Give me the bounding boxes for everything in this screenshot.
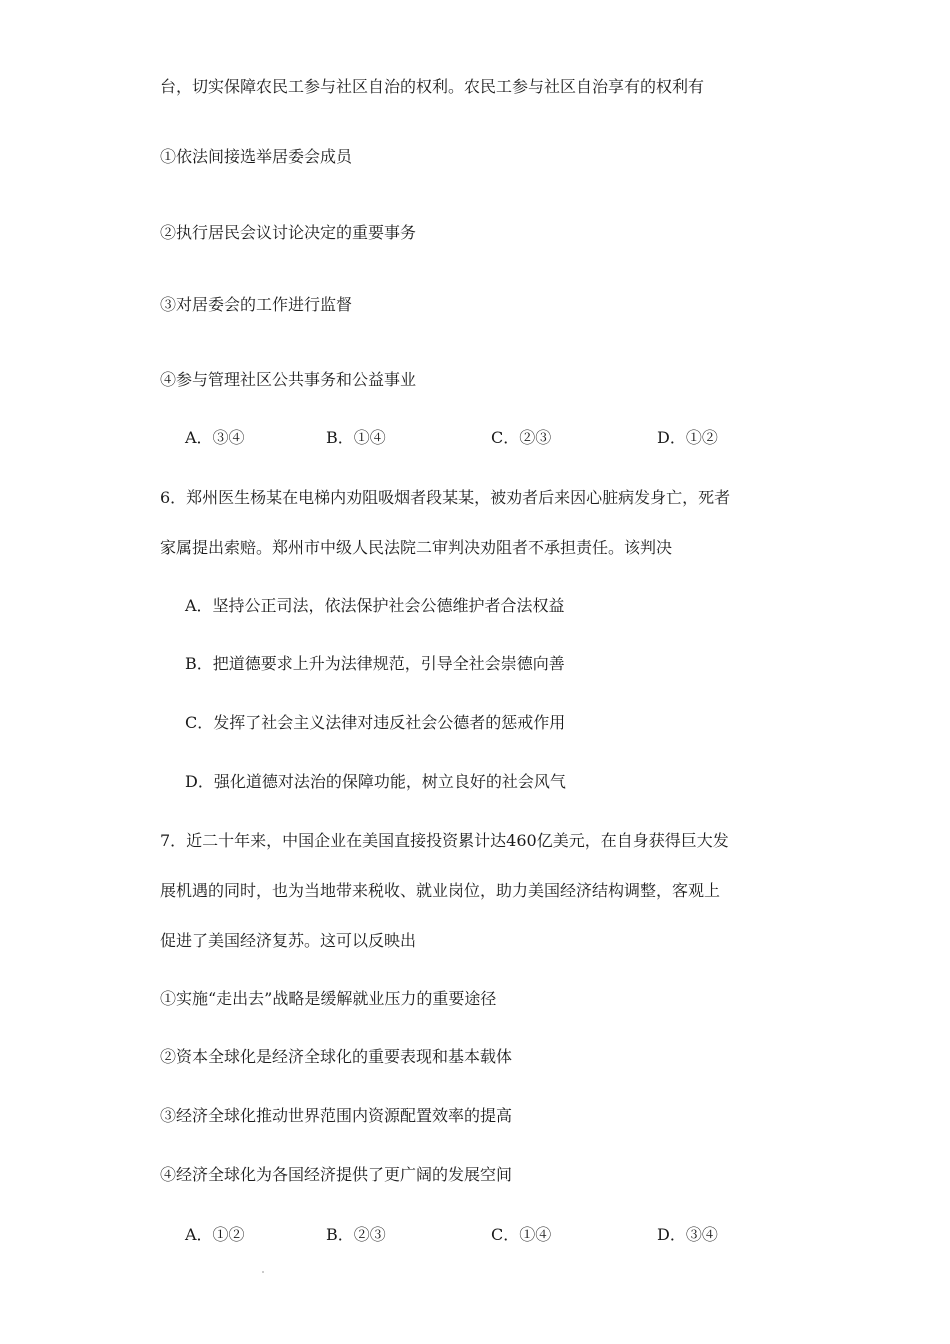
q5-option-b: B．①④ xyxy=(326,428,386,447)
q5-item-1: ①依法间接选举居委会成员 xyxy=(160,147,353,166)
q7-option-a: A．①② xyxy=(185,1225,245,1244)
q7-item-1: ①实施“走出去”战略是缓解就业压力的重要途径 xyxy=(160,989,497,1008)
q7-option-c: C．①④ xyxy=(491,1225,552,1244)
q6-option-b: B．把道德要求上升为法律规范，引导全社会崇德向善 xyxy=(185,654,565,673)
q7-item-2: ②资本全球化是经济全球化的重要表现和基本载体 xyxy=(160,1047,513,1066)
q7-option-b: B．②③ xyxy=(326,1225,386,1244)
q5-item-2: ②执行居民会议讨论决定的重要事务 xyxy=(160,223,417,242)
q7-stem-line-2: 展机遇的同时，也为当地带来税收、就业岗位，助力美国经济结构调整，客观上 xyxy=(160,881,721,900)
q5-item-3: ③对居委会的工作进行监督 xyxy=(160,295,353,314)
q7-stem-line-3: 促进了美国经济复苏。这可以反映出 xyxy=(160,931,417,950)
q5-option-a: A．③④ xyxy=(185,428,245,447)
q6-option-d: D．强化道德对法治的保障功能，树立良好的社会风气 xyxy=(185,772,566,791)
q7-item-3: ③经济全球化推动世界范围内资源配置效率的提高 xyxy=(160,1106,513,1125)
q6-option-c: C．发挥了社会主义法律对违反社会公德者的惩戒作用 xyxy=(185,713,566,732)
q6-option-a: A．坚持公正司法，依法保护社会公德维护者合法权益 xyxy=(185,596,565,615)
q5-option-c: C．②③ xyxy=(491,428,552,447)
q6-stem-line-2: 家属提出索赔。郑州市中级人民法院二审判决劝阻者不承担责任。该判决 xyxy=(160,538,673,557)
q6-stem-line-1: 6．郑州医生杨某在电梯内劝阻吸烟者段某某，被劝者后来因心脏病发身亡，死者 xyxy=(160,488,731,507)
q7-item-4: ④经济全球化为各国经济提供了更广阔的发展空间 xyxy=(160,1165,513,1184)
q7-option-d: D．③④ xyxy=(657,1225,718,1244)
q7-stem-line-1: 7．近二十年来，中国企业在美国直接投资累计达460亿美元，在自身获得巨大发 xyxy=(160,831,729,850)
scan-speck xyxy=(262,1271,264,1273)
q5-option-d: D．①② xyxy=(657,428,718,447)
q5-stem-line: 台，切实保障农民工参与社区自治的权利。农民工参与社区自治享有的权利有 xyxy=(160,77,705,96)
q5-item-4: ④参与管理社区公共事务和公益事业 xyxy=(160,370,417,389)
